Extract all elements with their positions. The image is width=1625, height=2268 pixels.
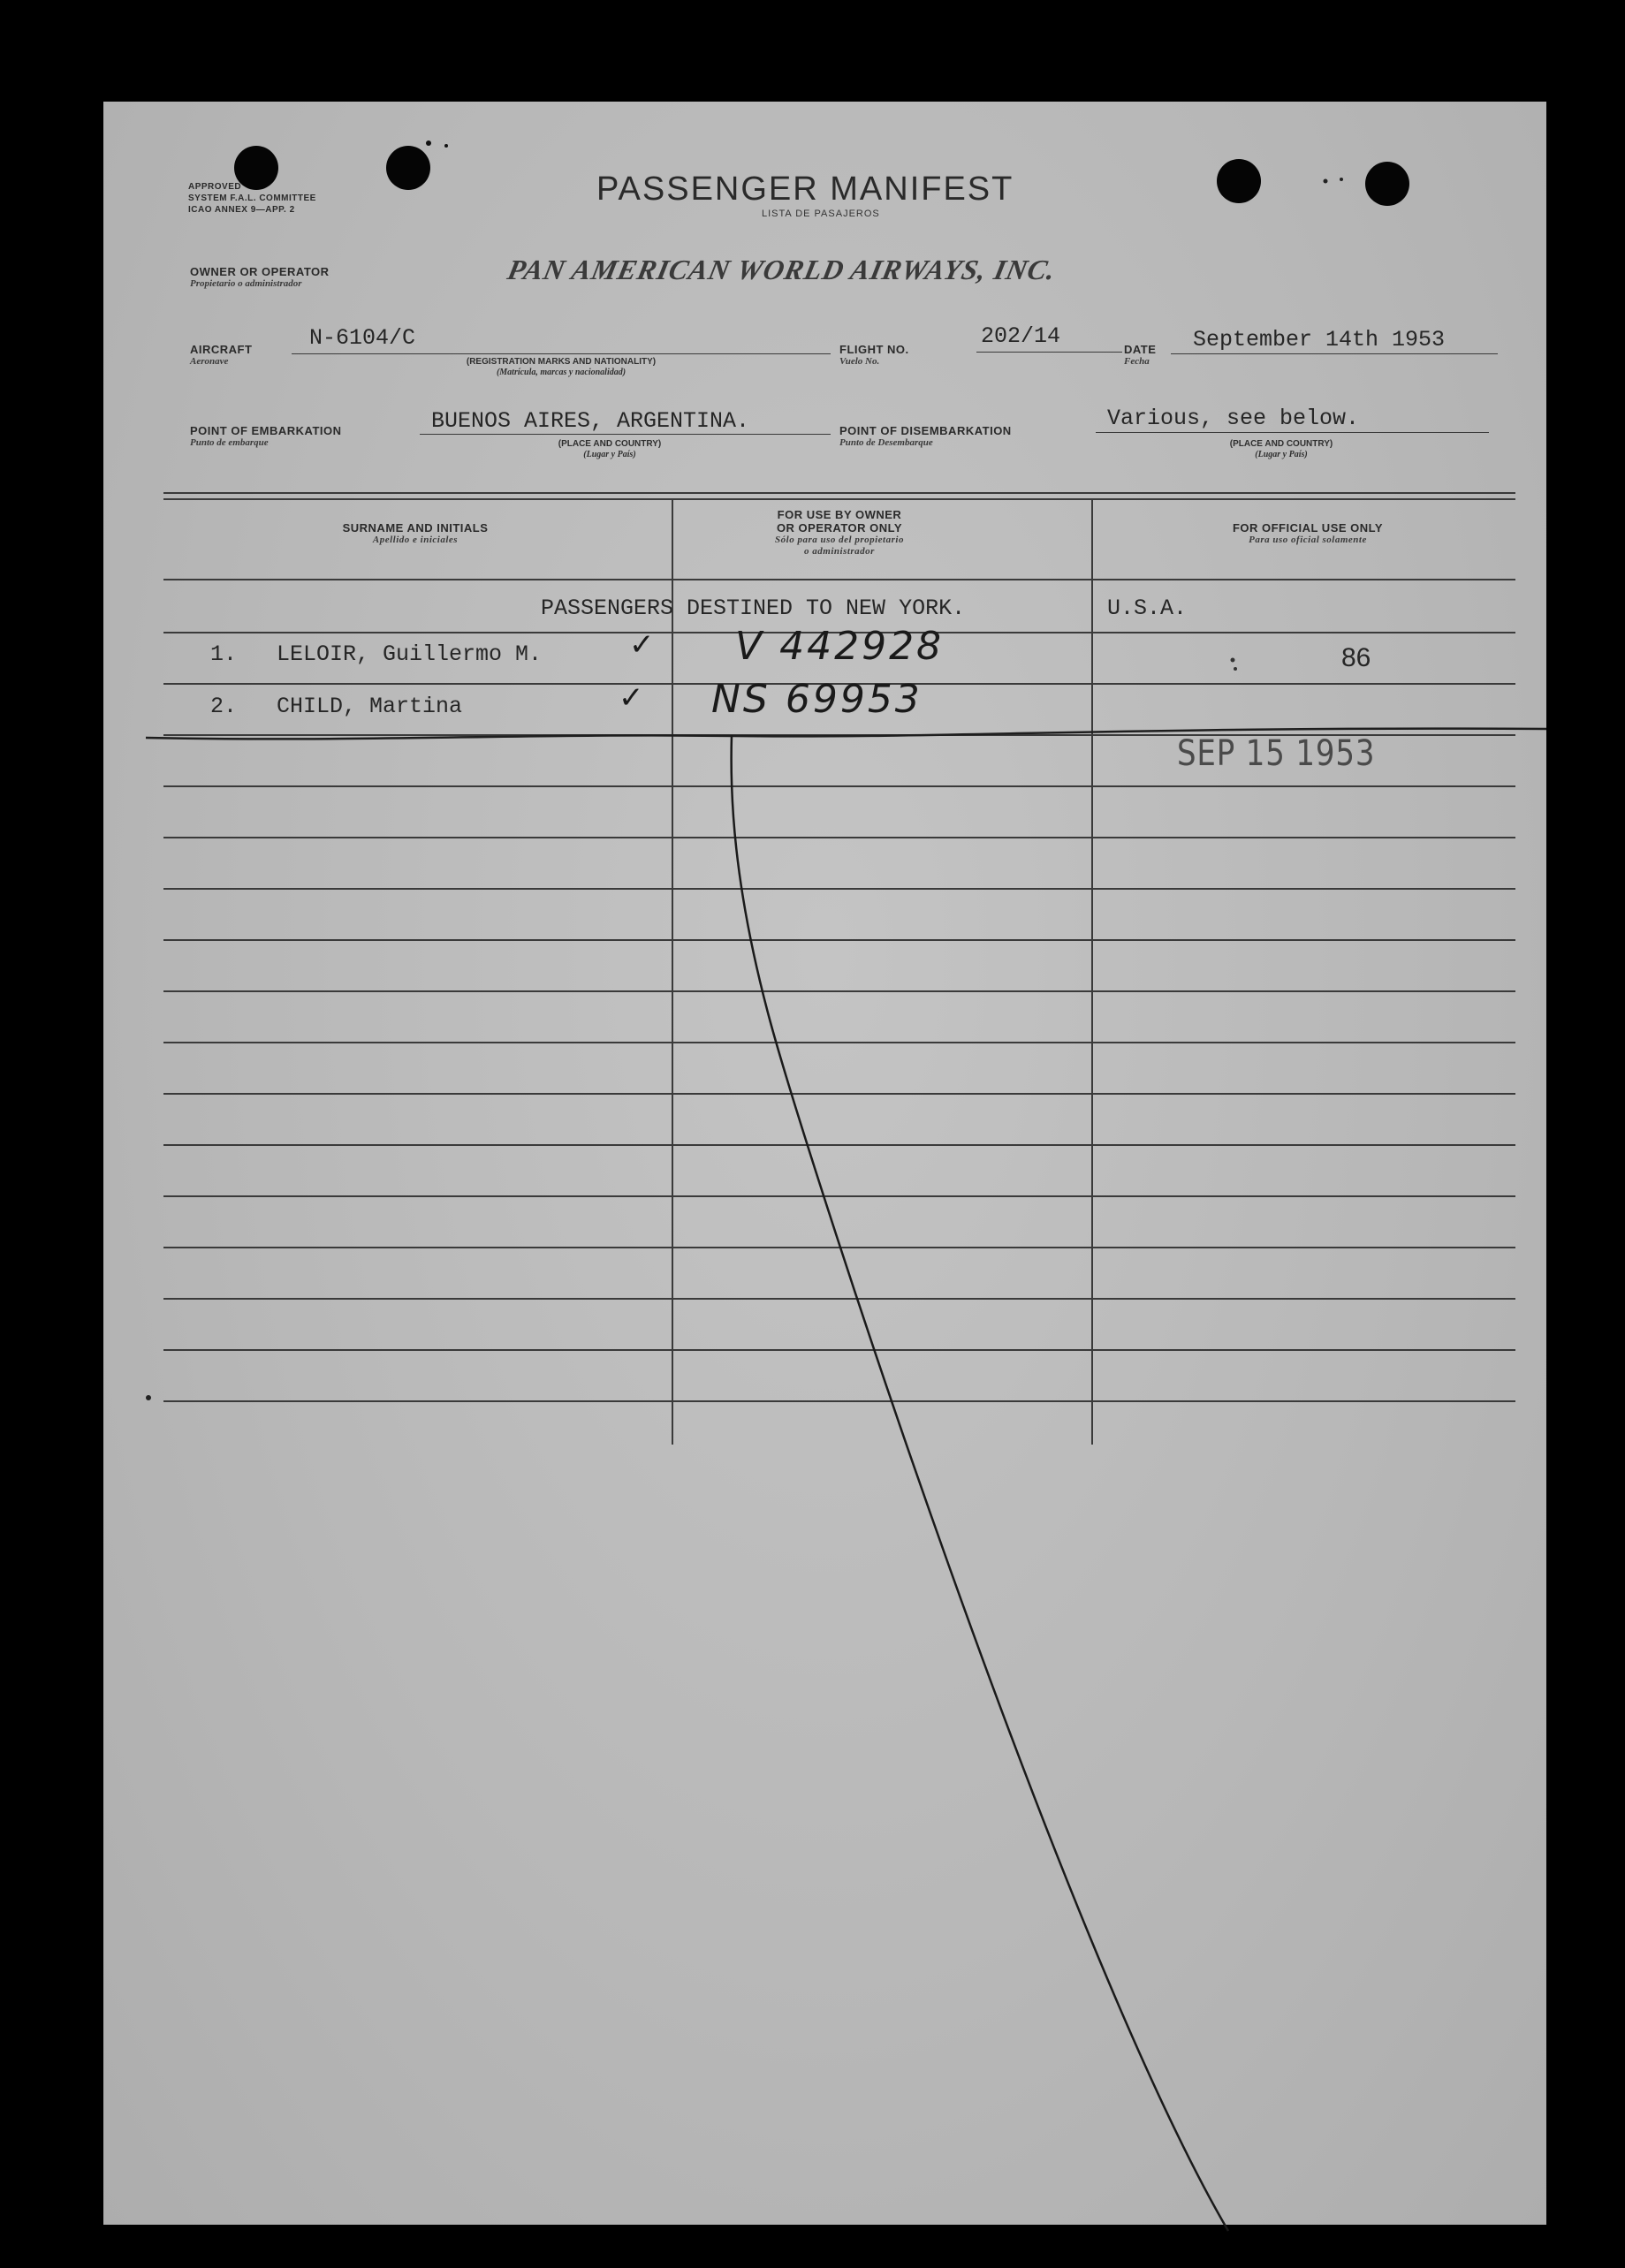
stray-mark	[1340, 178, 1343, 181]
passenger-number: 1.	[210, 641, 238, 667]
aircraft-value: N-6104/C	[309, 325, 416, 351]
stray-mark	[1231, 658, 1235, 663]
approval-line: APPROVED	[188, 182, 242, 192]
official-header-en: FOR OFFICIAL USE ONLY	[1232, 521, 1384, 535]
stray-mark	[444, 144, 448, 148]
disembarkation-label: POINT OF DISEMBARKATION	[839, 424, 1012, 437]
surname-header-es: Apellido e iniciales	[372, 535, 459, 545]
disembarkation-note-en: (PLACE AND COUNTRY)	[1229, 439, 1333, 449]
surname-header-en: SURNAME AND INITIALS	[342, 521, 489, 535]
embarkation-label-es: Punto de embarque	[190, 437, 269, 448]
embarkation-note-es: (Lugar y País)	[583, 450, 636, 459]
official-note: 86	[1341, 643, 1371, 672]
owner-use-header-es: o administrador	[804, 546, 875, 557]
page-title: PASSENGER MANIFEST	[596, 171, 1014, 208]
approval-line: SYSTEM F.A.L. COMMITTEE	[188, 193, 316, 203]
official-header-es: Para uso oficial solamente	[1249, 535, 1367, 545]
stray-mark	[1234, 667, 1237, 671]
destination-country: U.S.A.	[1107, 595, 1188, 621]
aircraft-note-en: (REGISTRATION MARKS AND NATIONALITY)	[466, 357, 657, 367]
owner-use-header-line: OR OPERATOR ONLY	[776, 521, 903, 535]
visa-number: NS 69953	[711, 677, 923, 722]
embarkation-label: POINT OF EMBARKATION	[190, 424, 342, 437]
stray-mark	[146, 1395, 151, 1400]
flight-value: 202/14	[981, 323, 1061, 349]
aircraft-label: AIRCRAFT	[190, 343, 253, 356]
embarkation-value: BUENOS AIRES, ARGENTINA.	[431, 408, 750, 434]
aircraft-note-es: (Matrícula, marcas y nacionalidad)	[496, 368, 626, 377]
stray-mark	[426, 140, 431, 146]
disembarkation-label-es: Punto de Desembarque	[839, 437, 933, 448]
approval-line: ICAO ANNEX 9—APP. 2	[188, 205, 295, 215]
check-mark: ✓	[619, 680, 647, 716]
page-subtitle: LISTA DE PASAJEROS	[762, 209, 880, 219]
date-label-es: Fecha	[1124, 356, 1150, 367]
visa-number: V 442928	[735, 624, 945, 669]
flight-label: FLIGHT NO.	[839, 343, 909, 356]
embarkation-note-en: (PLACE AND COUNTRY)	[558, 439, 662, 449]
disembarkation-note-es: (Lugar y País)	[1255, 450, 1308, 459]
date-label: DATE	[1124, 343, 1157, 356]
company-name: PAN AMERICAN WORLD AIRWAYS, INC.	[505, 254, 1059, 285]
owner-use-header-line: FOR USE BY OWNER	[777, 508, 902, 521]
destination-note: PASSENGERS DESTINED TO NEW YORK.	[541, 595, 966, 621]
passenger-number: 2.	[210, 694, 238, 719]
diagonal-pen-line	[732, 735, 1228, 2231]
ending-line	[146, 729, 1546, 740]
date-stamp: SEP 15 1953	[1177, 733, 1376, 774]
check-mark: ✓	[629, 627, 657, 663]
date-value: September 14th 1953	[1193, 327, 1446, 353]
flight-label-es: Vuelo No.	[839, 356, 880, 367]
aircraft-label-es: Aeronave	[190, 356, 229, 367]
owner-use-header-es: Sólo para uso del propietario	[775, 535, 904, 545]
stray-mark	[1324, 179, 1328, 184]
passenger-name: CHILD, Martina	[277, 694, 463, 719]
disembarkation-value: Various, see below.	[1107, 406, 1360, 431]
owner-label: OWNER OR OPERATOR	[190, 265, 330, 278]
passenger-name: LELOIR, Guillermo M.	[277, 641, 543, 667]
owner-label-es: Propietario o administrador	[190, 278, 302, 289]
